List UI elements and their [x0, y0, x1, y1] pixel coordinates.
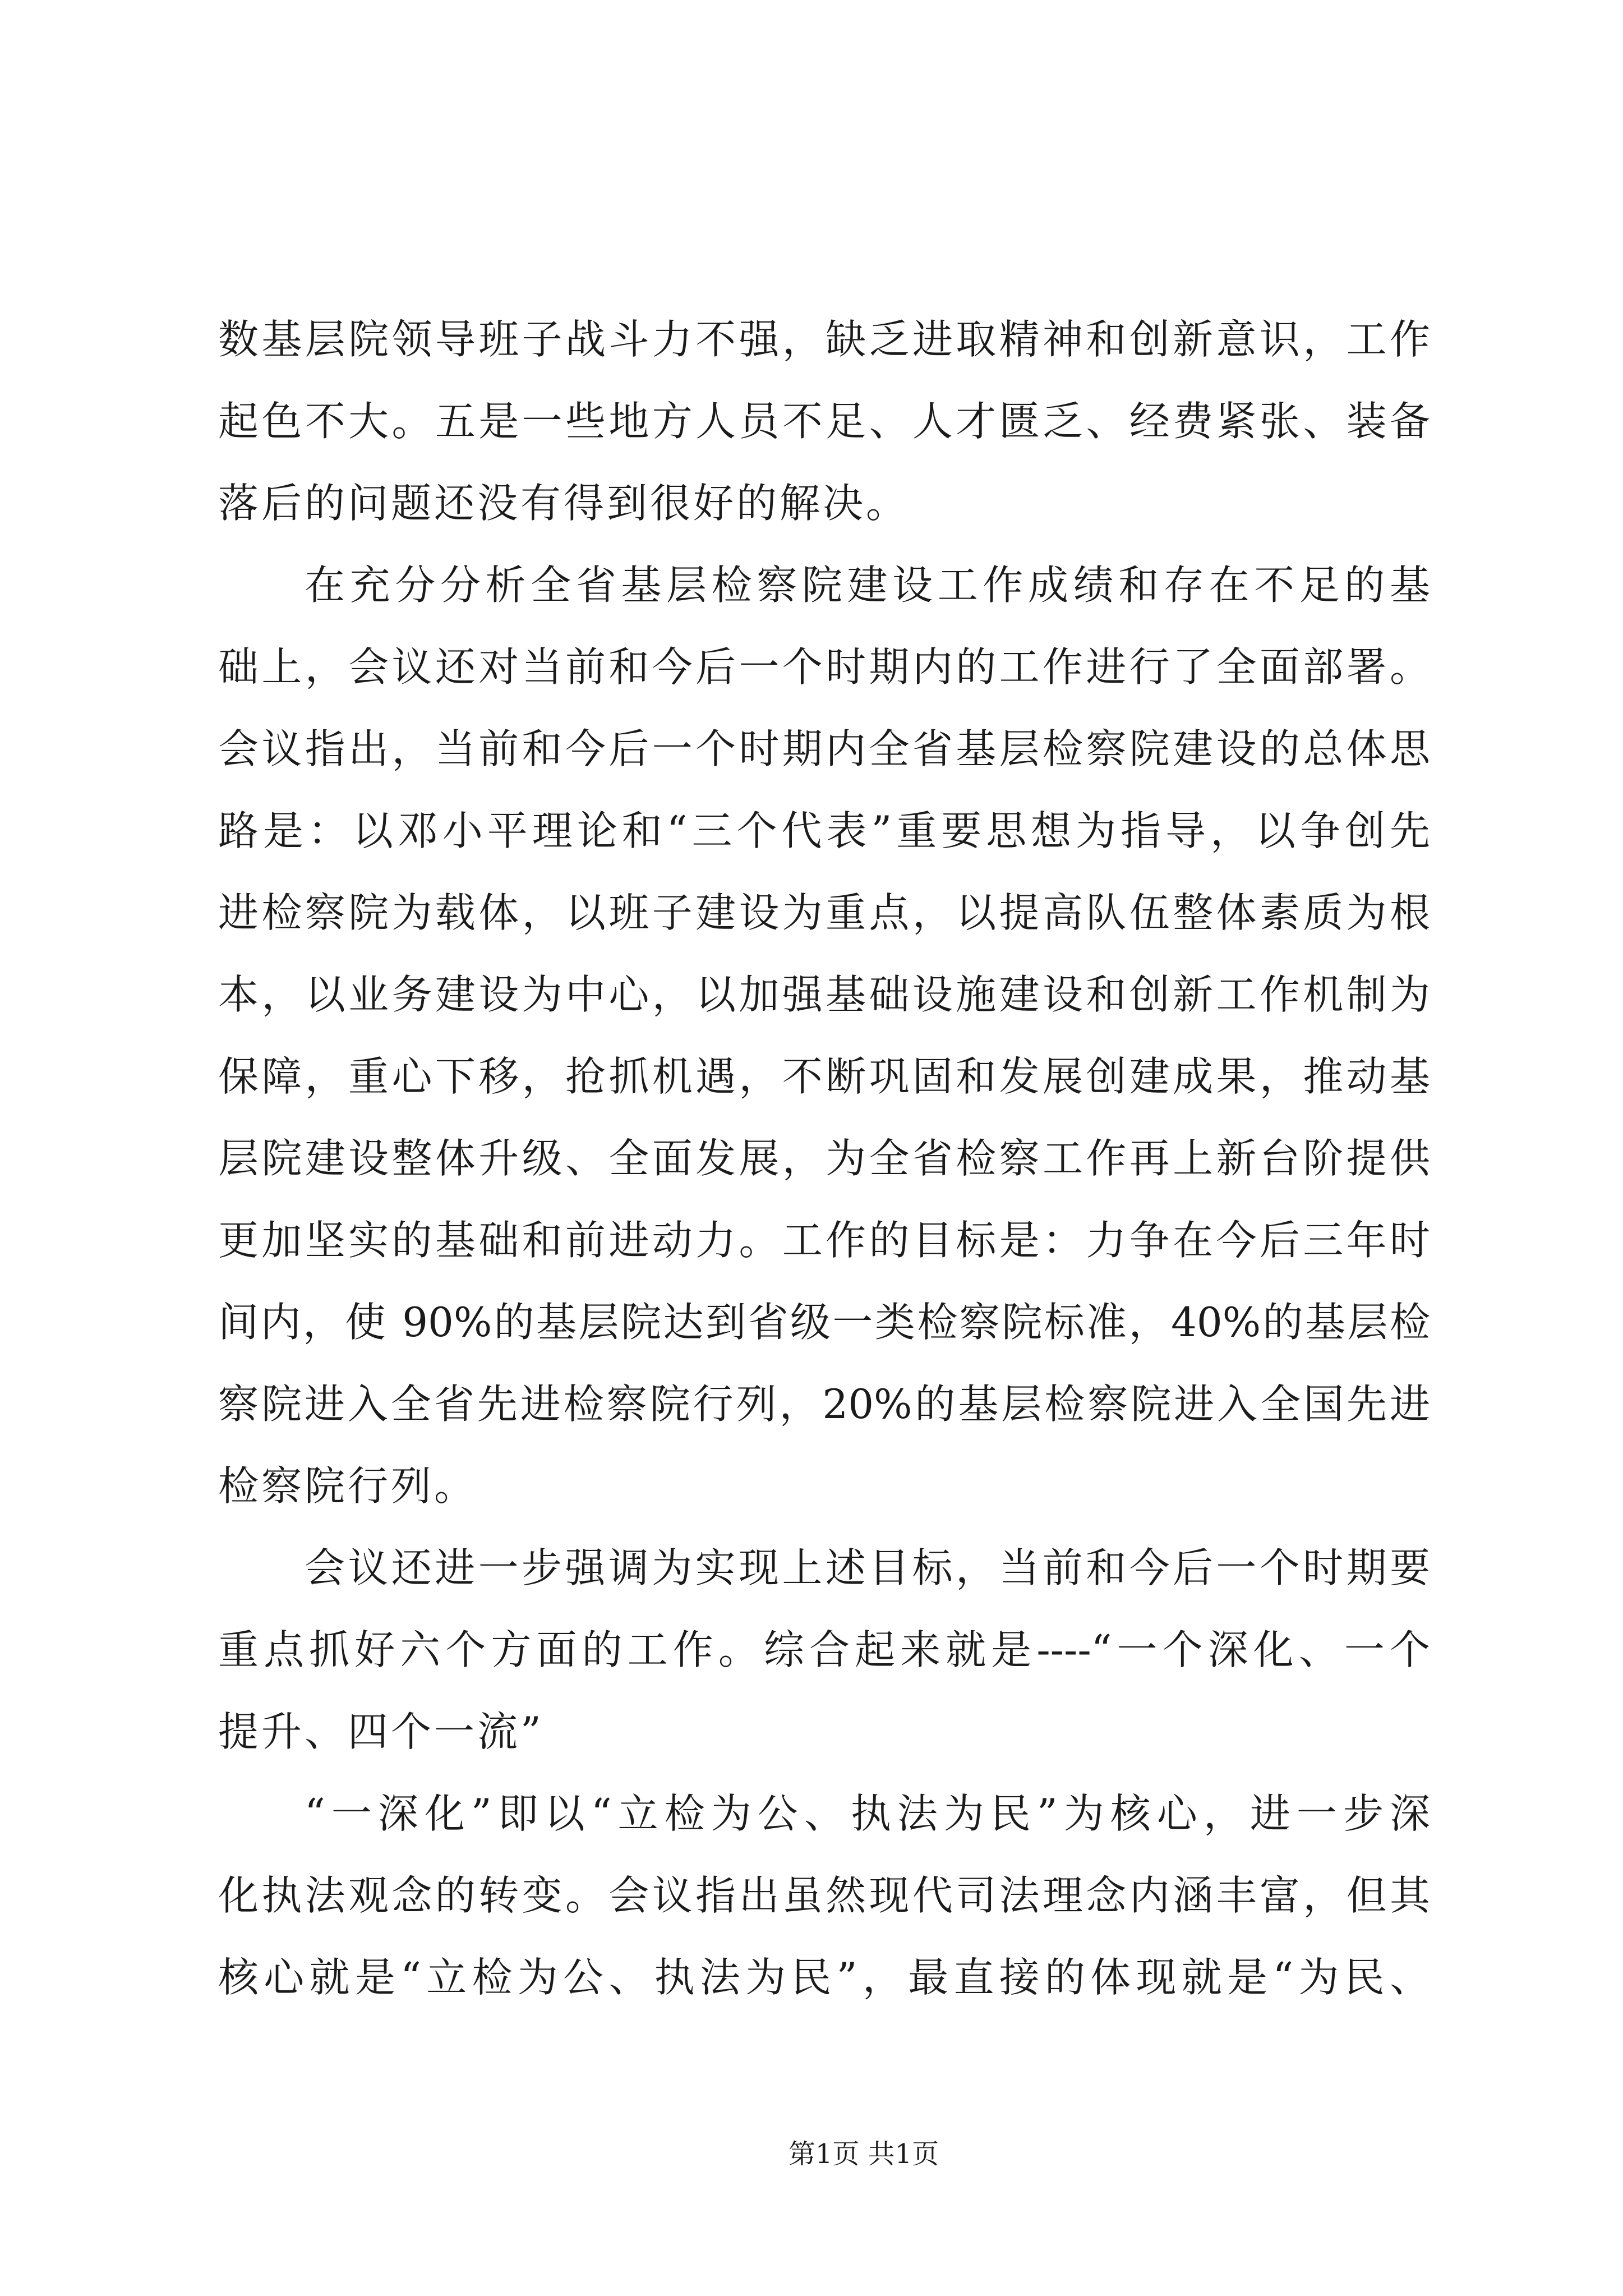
page-footer: 第1页 共1页 [788, 2138, 939, 2170]
text-line: 更加坚实的基础和前进动力。工作的目标是：力争在今后三年时 [218, 1217, 1430, 1264]
text-line: 检察院行列。 [218, 1462, 478, 1510]
text-line: 会议指出，当前和今后一个时期内全省基层检察院建设的总体思 [218, 725, 1430, 772]
paragraph [218, 298, 1430, 544]
text-line: 落后的问题还没有得到很好的解决。 [218, 480, 910, 527]
text-line: 间内，使 90%的基层院达到省级一类检察院标准，40%的基层检 [218, 1299, 1430, 1346]
document-body [218, 298, 1430, 2018]
text-line: 会议还进一步强调为实现上述目标，当前和今后一个时期要 [305, 1544, 1430, 1591]
text-line: 层院建设整体升级、全面发展，为全省检察工作再上新台阶提供 [218, 1135, 1430, 1182]
paragraph [218, 1773, 1430, 2018]
text-line: 进检察院为载体，以班子建设为重点，以提高队伍整体素质为根 [218, 889, 1430, 936]
text-line: 保障，重心下移，抢抓机遇，不断巩固和发展创建成果，推动基 [218, 1053, 1430, 1100]
text-line: 在充分分析全省基层检察院建设工作成绩和存在不足的基 [305, 562, 1430, 609]
text-line: 提升、四个一流” [218, 1708, 544, 1755]
text-line: 本，以业务建设为中心，以加强基础设施建设和创新工作机制为 [218, 971, 1430, 1018]
text-line: 化执法观念的转变。会议指出虽然现代司法理念内涵丰富，但其 [218, 1872, 1430, 1919]
text-line: 察院进入全省先进检察院行列，20%的基层检察院进入全国先进 [218, 1381, 1430, 1428]
paragraph [218, 1527, 1430, 1773]
text-line: 础上，会议还对当前和今后一个时期内的工作进行了全面部署。 [218, 643, 1430, 691]
text-line: 数基层院领导班子战斗力不强，缺乏进取精神和创新意识，工作 [218, 316, 1430, 363]
paragraph [218, 544, 1430, 1527]
text-line: 路是：以邓小平理论和“三个代表”重要思想为指导，以争创先 [218, 807, 1430, 854]
text-line: 重点抓好六个方面的工作。综合起来就是----“一个深化、一个 [218, 1626, 1430, 1673]
text-line: 核心就是“立检为公、执法为民”，最直接的体现就是“为民、 [218, 1954, 1430, 2001]
text-line: 起色不大。五是一些地方人员不足、人才匮乏、经费紧张、装备 [218, 398, 1430, 445]
text-line: “一深化”即以“立检为公、执法为民”为核心，进一步深 [305, 1790, 1430, 1837]
